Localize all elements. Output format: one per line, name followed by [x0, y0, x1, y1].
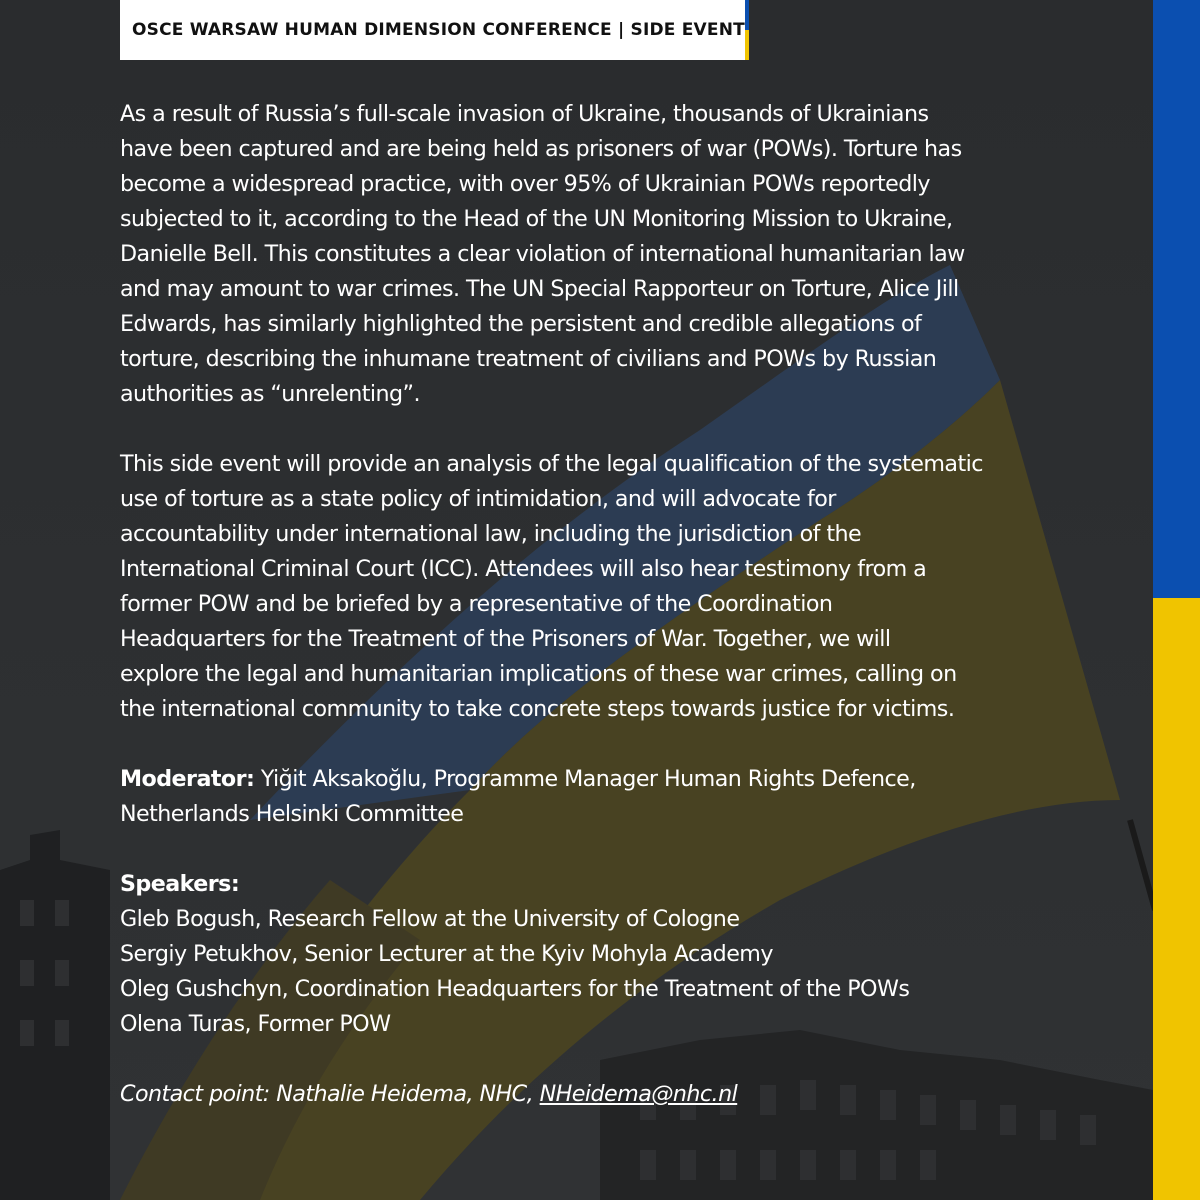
paragraph-line: and may amount to war crimes. The UN Special Rapporteur on Torture, Alice Jill: [120, 276, 959, 302]
header-banner: [120, 0, 749, 60]
ukraine-flag-stripe-blue: [1153, 0, 1200, 598]
paragraph-line: former POW and be briefed by a representative of the Coordination: [120, 591, 833, 617]
ukraine-flag-icon: [745, 0, 749, 60]
speaker-item: Sergiy Petukhov, Senior Lecturer at the Kyiv Mohyla Academy: [120, 941, 773, 967]
speaker-item: Gleb Bogush, Research Fellow at the University of Cologne: [120, 906, 740, 932]
paragraph-line: accountability under international law, including the jurisdiction of the: [120, 521, 862, 547]
paragraph-line: the international community to take concrete steps towards justice for victims.: [120, 696, 955, 722]
paragraph-line: have been captured and are being held as prisoners of war (POWs). Torture has: [120, 136, 962, 162]
paragraph-line: subjected to it, according to the Head of the UN Monitoring Mission to Ukraine,: [120, 206, 953, 232]
paragraph-line: torture, describing the inhumane treatment of civilians and POWs by Russian: [120, 346, 937, 372]
speaker-item: Oleg Gushchyn, Coordination Headquarters for the Treatment of the POWs: [120, 976, 910, 1002]
moderator-affiliation: Netherlands Helsinki Committee: [120, 801, 464, 827]
paragraph-line: Edwards, has similarly highlighted the persistent and credible allegations of: [120, 311, 922, 337]
contact-section: [120, 1077, 1085, 1112]
paragraph-line: authorities as “unrelenting”.: [120, 381, 421, 407]
speakers-section: [120, 867, 1085, 1042]
paragraph-line: explore the legal and humanitarian implications of these war crimes, calling on: [120, 661, 957, 687]
contact-email-link[interactable]: NHeidema@nhc.nl: [539, 1081, 738, 1107]
speaker-item: Olena Turas, Former POW: [120, 1011, 391, 1037]
moderator-label: Moderator:: [120, 766, 255, 792]
speakers-label: Speakers:: [120, 871, 240, 897]
event-description: [120, 97, 1085, 1147]
paragraph-line: Headquarters for the Treatment of the Prisoners of War. Together, we will: [120, 626, 891, 652]
ukraine-flag-stripe-yellow: [1153, 598, 1200, 1200]
header-title: OSCE WARSAW HUMAN DIMENSION CONFERENCE | SIDE EVENT: [132, 20, 745, 40]
paragraph-line: use of torture as a state policy of intimidation, and will advocate for: [120, 486, 836, 512]
paragraph-line: Danielle Bell. This constitutes a clear violation of international humanitarian law: [120, 241, 965, 267]
event-paragraph: [120, 447, 1085, 727]
paragraph-line: As a result of Russia’s full-scale invasion of Ukraine, thousands of Ukrainians: [120, 101, 929, 127]
moderator-section: [120, 762, 1085, 832]
moderator-name: Yiğit Aksakoğlu, Programme Manager Human Rights Defence,: [254, 766, 916, 792]
contact-prefix: Contact point: Nathalie Heidema, NHC,: [120, 1081, 540, 1107]
paragraph-line: International Criminal Court (ICC). Attendees will also hear testimony from a: [120, 556, 927, 582]
paragraph-line: This side event will provide an analysis of the legal qualification of the systematic: [120, 451, 983, 477]
intro-paragraph: [120, 97, 1085, 412]
paragraph-line: become a widespread practice, with over 95% of Ukrainian POWs reportedly: [120, 171, 930, 197]
